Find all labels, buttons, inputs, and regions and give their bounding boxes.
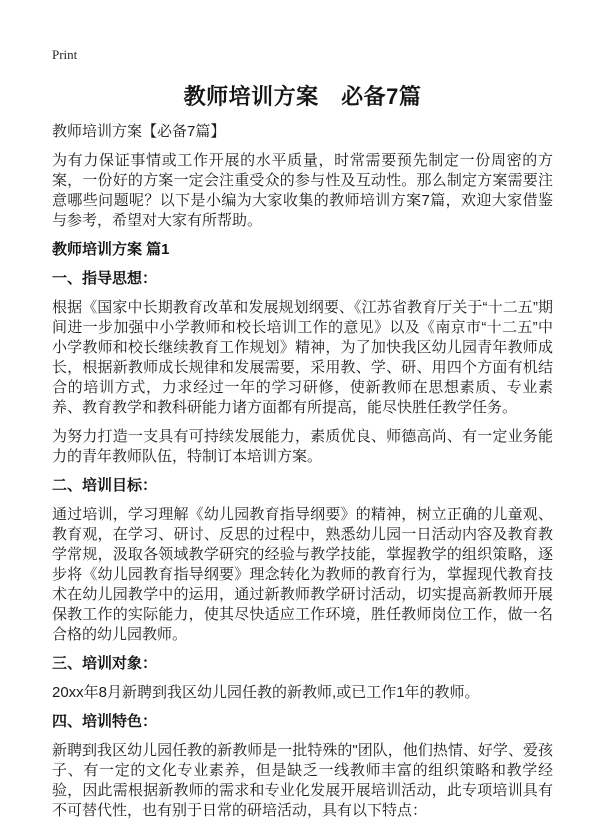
heading-training-goals: 二、培训目标： xyxy=(52,477,158,494)
section-heading-part1: 教师培训方案 篇1 xyxy=(52,241,170,258)
paragraph-training-features: 新聘到我区幼儿园任教的新教师是一批特殊的"团队，他们热情、好学、爱孩子、有一定的文化专业素养，但是缺乏一线教师丰富的组织策略和教学经验，因此需根据新教师的需求和专业化发展开展培训活动，此专项培训具有不可替代性，也有别于日常的研培活动，具有以下特点： xyxy=(52,742,553,819)
print-link[interactable]: Print xyxy=(52,47,78,62)
paragraph-guiding-ideology-1: 根据《国家中长期教育改革和发展规划纲要、《江苏省教育厅关于“十二五”期间进一步加强中小学教师和校长培训工作的意见》以及《南京市“十二五”中小学教师和校长继续教育工作规划》精神，为了加快我区幼儿园青年教师成长，根据新教师成长规律和发展需要，采用教、学、研、用四个方面有机结合的培训方式，力求经过一年的学习研修，使新教师在思想素质、专业素养、教育教学和教科研能力诸方面都有所提高，能尽快胜任教学任务。 xyxy=(52,299,553,416)
heading-training-targets: 三、培训对象： xyxy=(52,655,158,672)
heading-training-features: 四、培训特色： xyxy=(52,713,158,730)
heading-guiding-ideology: 一、指导思想： xyxy=(52,270,158,287)
intro-paragraph: 为有力保证事情或工作开展的水平质量，时常需要预先制定一份周密的方案，一份好的方案一定会注重受众的参与性及互动性。那么制定方案需要注意哪些问题呢？以下是小编为大家收集的教师培训方案7篇，欢迎大家借鉴与参考，希望对大家有所帮助。 xyxy=(52,152,553,229)
paragraph-training-targets: 20xx年8月新聘到我区幼儿园任教的新教师,或已工作1年的教师。 xyxy=(52,684,480,701)
paragraph-training-goals: 通过培训，学习理解《幼儿园教育指导纲要》的精神，树立正确的儿童观、教育观，在学习、研讨、反思的过程中，熟悉幼儿园一日活动内容及教育教学常规，汲取各领域教学研究的经验与教学技能，掌握教学的组织策略，逐步将《幼儿园教育指导纲要》理念转化为教师的教育行为，掌握现代教育技术在幼儿园教学中的运用，通过新教师教学研讨活动，切实提高新教师开展保教工作的实际能力，使其尽快适应工作环境，胜任教师岗位工作，做一名合格的幼儿园教师。 xyxy=(52,506,553,643)
paragraph-guiding-ideology-2: 为努力打造一支具有可持续发展能力，素质优良、师德高尚、有一定业务能力的青年教师队伍，特制订本培训方案。 xyxy=(52,428,553,465)
document-subtitle: 教师培训方案【必备7篇】 xyxy=(52,123,226,140)
page-title: 教师培训方案 必备7篇 xyxy=(183,84,422,109)
